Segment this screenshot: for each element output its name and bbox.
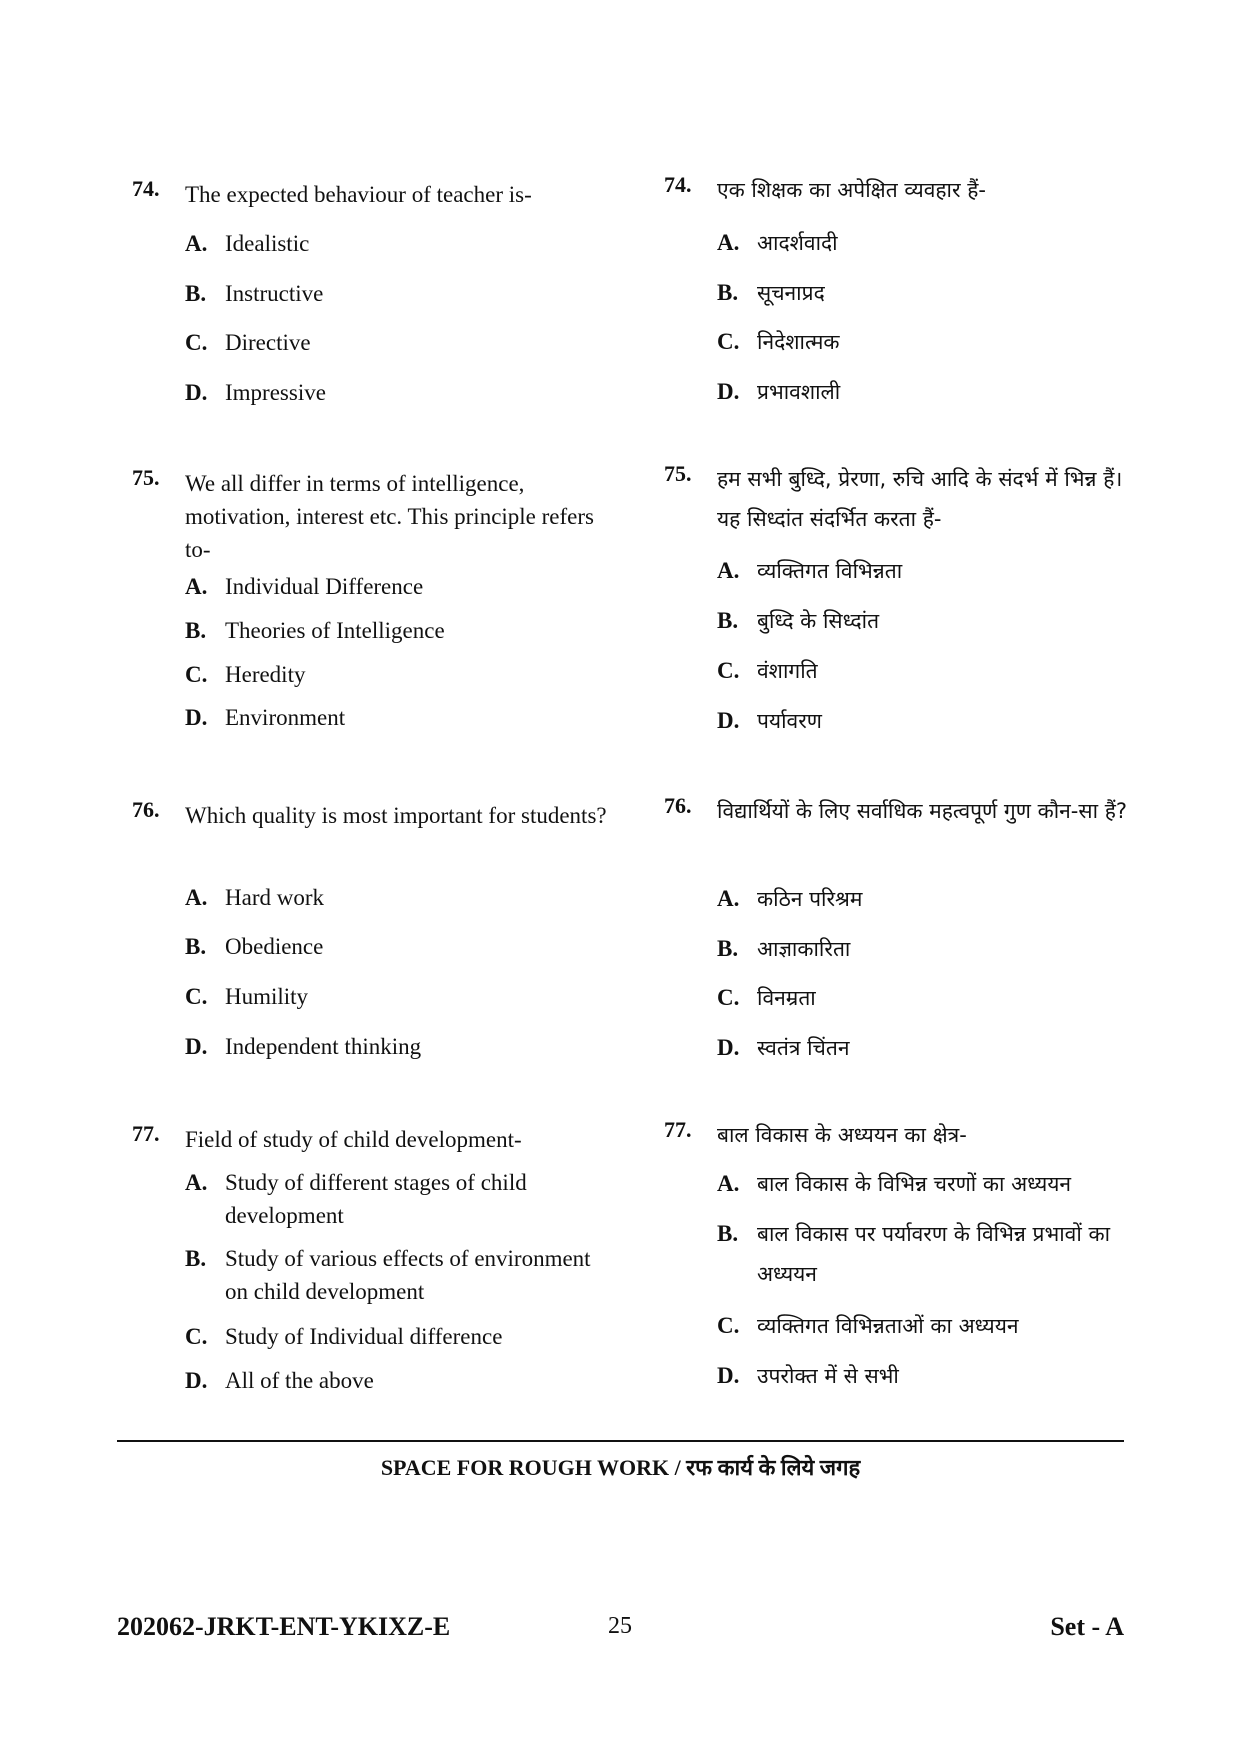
option-b	[717, 273, 1142, 313]
option-letter: A.	[185, 574, 208, 599]
option-c	[717, 978, 1142, 1018]
option-b	[717, 601, 1142, 641]
option-letter: D.	[185, 1368, 208, 1393]
option-letter: C.	[717, 658, 740, 683]
option-c	[185, 1320, 610, 1353]
option-letter: B.	[185, 1246, 207, 1271]
option-letter: A.	[717, 1171, 740, 1196]
option-a	[185, 570, 610, 603]
option-letter: C.	[185, 1324, 208, 1349]
option-text: Independent thinking	[225, 1034, 422, 1059]
option-text: प्रभावशाली	[757, 380, 841, 404]
option-text: आज्ञाकारिता	[757, 937, 851, 961]
option-d	[717, 1028, 1142, 1068]
option-letter: A.	[717, 230, 740, 255]
option-letter: D.	[717, 379, 740, 404]
rough-work-divider	[117, 1440, 1124, 1442]
option-letter: C.	[717, 1313, 740, 1338]
question-text: एक शिक्षक का अपेक्षित व्यवहार हैं-	[717, 178, 986, 202]
question-number: 74.	[132, 176, 160, 201]
option-letter: C.	[185, 330, 208, 355]
option-c	[717, 651, 1142, 691]
option-text: निदेशात्मक	[757, 330, 840, 354]
question-number: 74.	[664, 172, 692, 197]
option-text: Impressive	[225, 380, 326, 405]
option-a	[185, 881, 610, 914]
page-number: 25	[608, 1613, 632, 1639]
question-number: 76.	[132, 797, 160, 822]
option-letter: D.	[185, 1034, 208, 1059]
option-b	[185, 277, 610, 310]
rough-work-heading: SPACE FOR ROUGH WORK / रफ कार्य के लिये जगह	[380, 1455, 861, 1480]
option-text: स्वतंत्र चिंतन	[757, 1036, 850, 1060]
option-text: Hard work	[225, 885, 324, 910]
set-label: Set - A	[1050, 1612, 1124, 1641]
option-text: व्यक्तिगत विभिन्नताओं का अध्ययन	[757, 1314, 1019, 1338]
question-text: Which quality is most important for students?	[185, 803, 607, 828]
option-letter: D.	[717, 708, 740, 733]
option-b	[185, 1242, 610, 1308]
option-text: Directive	[225, 330, 311, 355]
option-a	[717, 1164, 1142, 1204]
option-a	[717, 879, 1142, 919]
question-text: हम सभी बुध्दि, प्रेरणा, रुचि आदि के संदर्भ में भिन्न हैं। यह सिध्दांत संदर्भित करता हैं-	[717, 467, 1123, 531]
option-a	[717, 223, 1142, 263]
option-text: Heredity	[225, 662, 306, 687]
question-text: विद्यार्थियों के लिए सर्वाधिक महत्वपूर्ण गुण कौन-सा हैं?	[717, 799, 1127, 823]
option-letter: C.	[185, 984, 208, 1009]
option-text: व्यक्तिगत विभिन्नता	[757, 559, 903, 583]
option-d	[185, 1364, 610, 1397]
option-b	[717, 1214, 1142, 1294]
option-letter: D.	[717, 1035, 740, 1060]
question-number: 75.	[132, 465, 160, 490]
option-letter: B.	[717, 1221, 739, 1246]
option-text: Humility	[225, 984, 309, 1009]
option-b	[717, 929, 1142, 969]
option-text: कठिन परिश्रम	[757, 887, 863, 911]
paper-code: 202062-JRKT-ENT-YKIXZ-E	[117, 1612, 451, 1641]
option-letter: D.	[717, 1363, 740, 1388]
option-c	[717, 322, 1142, 362]
option-d	[185, 376, 610, 409]
question-number: 75.	[664, 461, 692, 486]
option-text: Theories of Intelligence	[225, 618, 445, 643]
option-text: बाल विकास के विभिन्न चरणों का अध्ययन	[757, 1172, 1072, 1196]
option-text: आदर्शवादी	[757, 231, 838, 255]
option-d	[717, 1356, 1142, 1396]
option-letter: A.	[717, 886, 740, 911]
option-a	[185, 1166, 610, 1232]
option-c	[717, 1306, 1142, 1346]
option-letter: C.	[717, 985, 740, 1010]
option-d	[717, 372, 1142, 412]
question-number: 76.	[664, 793, 692, 818]
option-letter: A.	[185, 1170, 208, 1195]
option-letter: A.	[185, 885, 208, 910]
option-a	[717, 551, 1142, 591]
option-letter: D.	[185, 705, 208, 730]
option-letter: D.	[185, 380, 208, 405]
option-letter: C.	[185, 662, 208, 687]
question-text: The expected behaviour of teacher is-	[185, 182, 532, 207]
option-text: Study of various effects of environment on child development	[225, 1246, 591, 1304]
option-letter: A.	[185, 231, 208, 256]
option-text: पर्यावरण	[757, 709, 822, 733]
option-letter: B.	[185, 934, 207, 959]
option-text: All of the above	[225, 1368, 374, 1393]
option-c	[185, 326, 610, 359]
question-text: बाल विकास के अध्ययन का क्षेत्र-	[717, 1123, 967, 1147]
option-letter: A.	[717, 558, 740, 583]
option-text: Study of Individual difference	[225, 1324, 503, 1349]
option-letter: C.	[717, 329, 740, 354]
option-letter: B.	[185, 618, 207, 643]
question-text: Field of study of child development-	[185, 1127, 522, 1152]
option-b	[185, 930, 610, 963]
option-text: Environment	[225, 705, 346, 730]
option-text: सूचनाप्रद	[757, 281, 825, 305]
option-text: Obedience	[225, 934, 324, 959]
question-number: 77.	[664, 1117, 692, 1142]
option-text: वंशागति	[757, 659, 818, 683]
option-letter: B.	[185, 281, 207, 306]
option-letter: B.	[717, 280, 739, 305]
option-letter: B.	[717, 936, 739, 961]
question-number: 77.	[132, 1121, 160, 1146]
option-d	[185, 1030, 610, 1063]
option-text: Study of different stages of child development	[225, 1170, 527, 1228]
option-text: बुध्दि के सिध्दांत	[757, 609, 880, 633]
option-c	[185, 658, 610, 691]
option-d	[717, 701, 1142, 741]
option-a	[185, 227, 610, 260]
option-d	[185, 701, 610, 734]
option-b	[185, 614, 610, 647]
option-text: उपरोक्त में से सभी	[757, 1364, 899, 1388]
option-c	[185, 980, 610, 1013]
option-letter: B.	[717, 608, 739, 633]
question-text: We all differ in terms of intelligence, motivation, interest etc. This principle refers to-	[185, 471, 594, 562]
option-text: विनम्रता	[757, 986, 816, 1010]
option-text: बाल विकास पर पर्यावरण के विभिन्न प्रभावों का अध्ययन	[757, 1222, 1111, 1286]
option-text: Idealistic	[225, 231, 310, 256]
option-text: Individual Difference	[225, 574, 424, 599]
option-text: Instructive	[225, 281, 324, 306]
